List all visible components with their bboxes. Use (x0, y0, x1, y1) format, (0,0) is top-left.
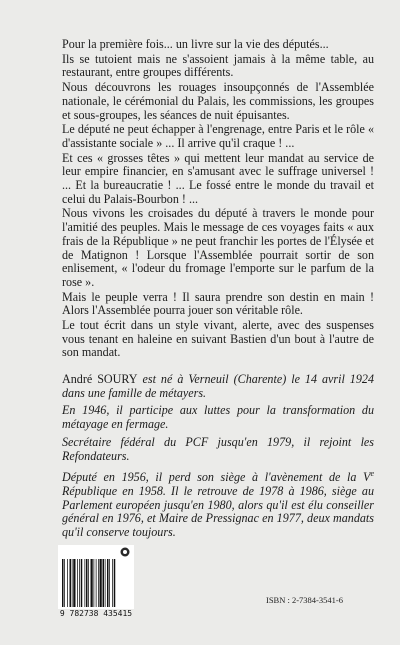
blurb-paragraph-2: Ils se tutoient mais ne s'assoient jamais à la même table, au restaurant, entre groupes différents. (62, 51, 374, 80)
blurb-paragraph-8: Le tout écrit dans un style vivant, alerte, avec des suspenses vous tenant en haleine en suivant Bastien d'un bout à l'autre de son mandat. (62, 318, 374, 360)
isbn-number: ISBN : 2-7384-3541-6 (266, 595, 343, 605)
bio-paragraph-1 (62, 373, 374, 400)
bio-paragraph-3: Secrétaire fédéral du PCF jusqu'en 1979, il rejoint les Refondateurs. (62, 434, 374, 463)
author-bio (62, 373, 374, 540)
ordinal-suffix: e (370, 469, 374, 479)
blurb-paragraph-5: Et ces « grosses têtes » qui mettent leur mandat au service de leur empire financier, en s'amusant avec le suffrage universel ! ... Et la bureaucratie ! ... Le fossé entre le monde du travail et celui du Palais-Bourbon ! ... (62, 150, 374, 206)
barcode (58, 545, 134, 617)
bio-paragraph-4-start: Député en 1956, il perd son siège à l'avènement de la V (62, 470, 371, 485)
blurb-paragraph-4: Le député ne peut échapper à l'engrenage, entre Paris et le rôle « d'assistante sociale » ... Il arrive qu'il craque ! ... (62, 122, 374, 150)
barcode-digits: 9 782738 435415 (59, 609, 133, 618)
blurb-paragraph-7: Mais le peuple verra ! Il saura prendre son destin en main ! Alors l'Assemblée pourra jouer son véritable rôle. (62, 289, 374, 318)
blurb-paragraph-6: Nous vivons les croisades du député à travers le monde pour l'amitié des peuples. Mais le message de ces voyages faits « aux frais de la République » ne peut franchir les portes de l'Élysée et de Matignon ! Lorsque l'Assemblée pourrait sortir de son enlisement, « l'odeur du fromage l'emporte sur le parfum de la rose ». (62, 206, 374, 289)
bio-paragraph-1-text: est né à Verneuil (Charente) le 14 avril 1924 dans une famille de métayers. (62, 372, 374, 400)
blurb-paragraph-3: Nous découvrons les rouages insoupçonnés de l'Assemblée nationale, le cérémonial du Palais, les commissions, les groupes et sous-groupes, les séances de nuit épuisantes. (62, 80, 374, 122)
author-name: André SOURY (62, 372, 138, 386)
blurb-paragraph-1: Pour la première fois... un livre sur la vie des députés... (62, 37, 329, 51)
barcode-graphic (58, 545, 134, 609)
bio-paragraph-4 (62, 467, 374, 540)
blurb-text (62, 38, 374, 360)
bio-paragraph-4-end: République en 1958. Il le retrouve de 1978 à 1986, siège au Parlement européen jusqu'en 1980, alors qu'il est élu conseiller général en 1976, et Maire de Pressignac en 1977, deux mandats qu'il conserve toujours. (62, 483, 374, 540)
bio-paragraph-2: En 1946, il participe aux luttes pour la transformation du métayage en fermage. (62, 403, 374, 432)
